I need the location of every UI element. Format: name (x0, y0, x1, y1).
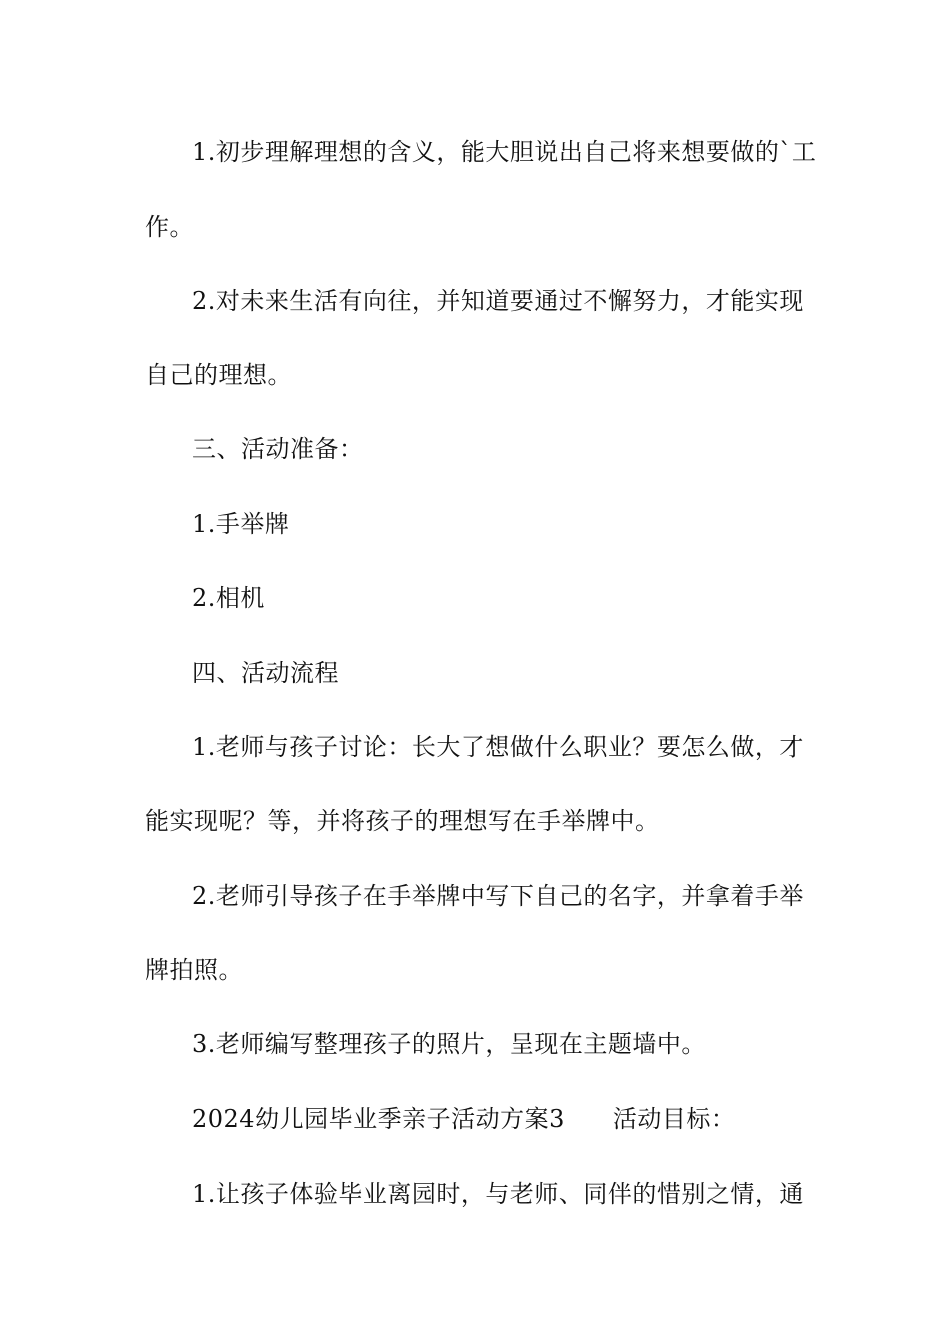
plan-title-line (192, 1104, 735, 1134)
paragraph-line-16: 1.让孩子体验毕业离园时，与老师、同伴的惜别之情，通 (192, 1180, 804, 1208)
paragraph-line-1: 1.初步理解理想的含义，能大胆说出自己将来想要做的`工 (192, 138, 817, 166)
plan-title: 2024幼儿园毕业季亲子活动方案3 (192, 1105, 565, 1133)
paragraph-line-11: 2.老师引导孩子在手举牌中写下自己的名字，并拿着手举 (192, 882, 804, 910)
paragraph-line-2: 作。 (145, 213, 194, 241)
paragraph-line-12: 牌拍照。 (145, 956, 243, 984)
list-item-sign: 1.手举牌 (192, 510, 290, 538)
paragraph-line-9: 1.老师与孩子讨论：长大了想做什么职业？要怎么做，才 (192, 733, 804, 761)
paragraph-line-3: 2.对未来生活有向往，并知道要通过不懈努力，才能实现 (192, 287, 804, 315)
section-heading-preparation: 三、活动准备： (192, 435, 364, 463)
list-item-camera: 2.相机 (192, 584, 265, 612)
paragraph-line-13: 3.老师编写整理孩子的照片，呈现在主题墙中。 (192, 1030, 706, 1058)
paragraph-line-4: 自己的理想。 (145, 361, 292, 389)
section-heading-process: 四、活动流程 (192, 659, 339, 687)
activity-goals-heading: 活动目标： (612, 1105, 736, 1133)
paragraph-line-10: 能实现呢？等，并将孩子的理想写在手举牌中。 (145, 807, 660, 835)
